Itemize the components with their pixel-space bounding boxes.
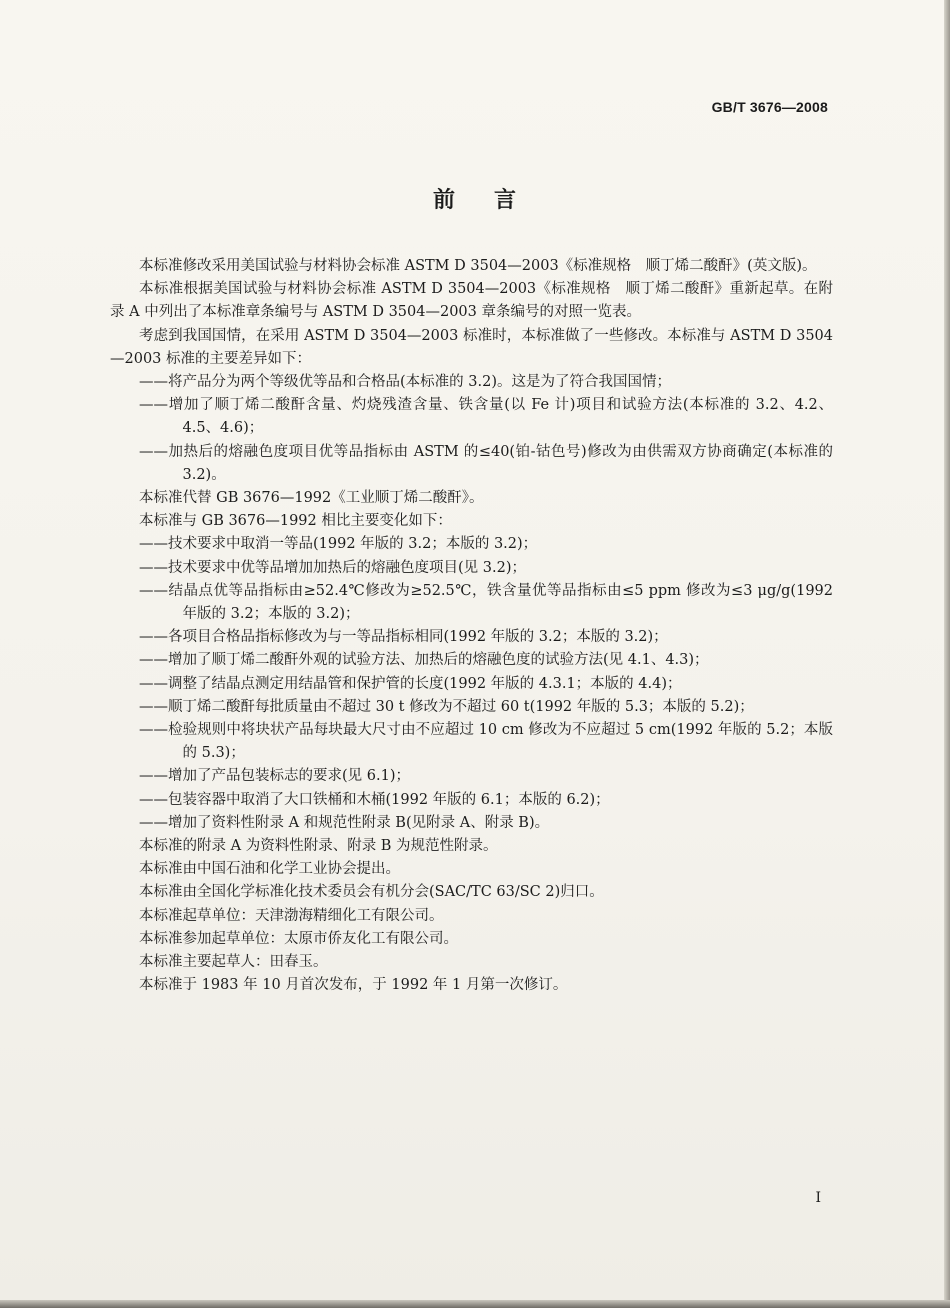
difference-item: ——加热后的熔融色度项目优等品指标由 ASTM 的≤40(铂-钴色号)修改为由供需双方协商确定(本标准的 3.2)。 [139, 443, 833, 483]
change-item: ——调整了结晶点测定用结晶管和保护管的长度(1992 年版的 4.3.1；本版的 4.4)； [139, 675, 682, 692]
paragraph: 本标准由中国石油和化学工业协会提出。 [139, 861, 400, 878]
paragraph: 本标准参加起草单位：太原市侨友化工有限公司。 [139, 930, 458, 947]
change-item: ——结晶点优等品指标由≥52.4℃修改为≥52.5℃，铁含量优等品指标由≤5 ppm 修改为≤3 μg/g(1992 年版的 3.2；本版的 3.2)； [139, 582, 833, 623]
paragraph: 本标准与 GB 3676—1992 相比主要变化如下： [139, 513, 452, 530]
change-item: ——包装容器中取消了大口铁桶和木桶(1992 年版的 6.1；本版的 6.2)； [139, 791, 610, 808]
page-title [0, 183, 950, 214]
change-item: ——顺丁烯二酸酐每批质量由不超过 30 t 修改为不超过 60 t(1992 年版的 5.3；本版的 5.2)； [139, 698, 754, 715]
change-item: ——各项目合格品指标修改为与一等品指标相同(1992 年版的 3.2；本版的 3.2)； [139, 629, 668, 646]
page-bottom-edge [0, 1300, 950, 1308]
paragraph: 考虑到我国国情，在采用 ASTM D 3504—2003 标准时，本标准做了一些修改。本标准与 ASTM D 3504—2003 标准的主要差异如下： [110, 327, 834, 367]
foreword-body [110, 255, 833, 998]
title-char-2: 言 [494, 188, 518, 213]
change-item: ——检验规则中将块状产品每块最大尺寸由不应超过 10 cm 修改为不应超过 5 cm(1992 年版的 5.2；本版的 5.3)； [139, 722, 833, 762]
paragraph: 本标准于 1983 年 10 月首次发布，于 1992 年 1 月第一次修订。 [139, 977, 568, 994]
change-item: ——增加了产品包装标志的要求(见 6.1)； [139, 768, 410, 785]
change-item: ——技术要求中优等品增加加热后的熔融色度项目(见 3.2)； [139, 559, 526, 576]
difference-item: ——增加了顺丁烯二酸酐含量、灼烧残渣含量、铁含量(以 Fe 计)项目和试验方法(本标准的 3.2、4.2、4.5、4.6)； [139, 397, 833, 437]
paragraph: 本标准由全国化学标准化技术委员会有机分会(SAC/TC 63/SC 2)归口。 [139, 884, 604, 901]
paragraph: 本标准代替 GB 3676—1992《工业顺丁烯二酸酐》。 [139, 490, 484, 507]
change-item: ——增加了顺丁烯二酸酐外观的试验方法、加热后的熔融色度的试验方法(见 4.1、4.3)； [139, 652, 709, 669]
title-char-1: 前 [432, 188, 456, 213]
paragraph: 本标准主要起草人：田春玉。 [139, 954, 328, 971]
change-item: ——增加了资料性附录 A 和规范性附录 B(见附录 A、附录 B)。 [139, 814, 550, 831]
paragraph: 本标准的附录 A 为资料性附录、附录 B 为规范性附录。 [139, 838, 498, 855]
page-number: I [815, 1190, 821, 1206]
change-item: ——技术要求中取消一等品(1992 年版的 3.2；本版的 3.2)； [139, 536, 538, 553]
paragraph: 本标准起草单位：天津渤海精细化工有限公司。 [139, 907, 444, 924]
paragraph: 本标准修改采用美国试验与材料协会标准 ASTM D 3504—2003《标准规格 顺丁烯二酸酐》(英文版)。 [139, 258, 817, 274]
standard-number: GB/T 3676—2008 [711, 99, 828, 115]
paragraph: 本标准根据美国试验与材料协会标准 ASTM D 3504—2003《标准规格 顺丁烯二酸酐》重新起草。在附录 A 中列出了本标准章条编号与 ASTM D 3504—2003 章条编号的对照一览表。 [110, 281, 833, 321]
difference-item: ——将产品分为两个等级优等品和合格品(本标准的 3.2)。这是为了符合我国国情； [139, 374, 671, 391]
